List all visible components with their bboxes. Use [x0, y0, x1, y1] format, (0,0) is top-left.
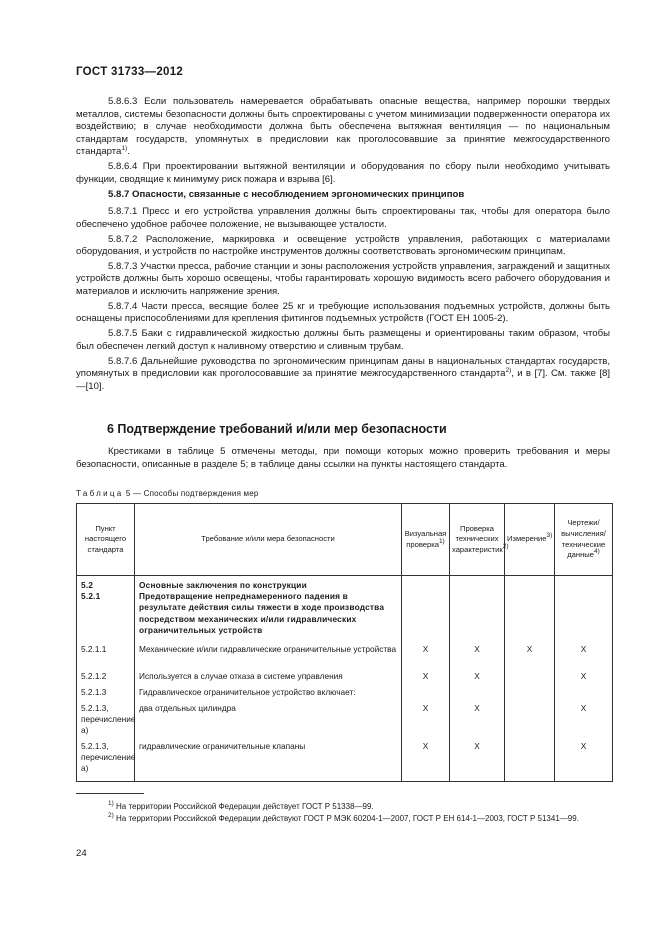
row-tech-mark: X: [450, 671, 505, 687]
footnote-ref-2: 2): [505, 367, 512, 375]
table-row: [77, 741, 613, 782]
row-clause: 5.2.1.2: [77, 671, 135, 687]
footnote-1: $^{1)}$ На территории Российской Федерации действует ГОСТ Р 51338—99.: [108, 800, 374, 811]
row-requirement: Основные заключения по конструкции Предотвращение непреднамеренного падения в результате действия силы тяжести в ходе производства посредством механических и/или гидравлических ограничительных устройств: [135, 576, 402, 639]
row-visual-mark: X: [402, 741, 450, 782]
verification-table: [76, 503, 613, 782]
table-row: [77, 671, 613, 687]
row-tech-mark: X: [450, 644, 505, 671]
row-requirement: гидравлические ограничительные клапаны: [135, 741, 402, 782]
footnote-2: $^{2)}$ На территории Российской Федерации действуют ГОСТ Р МЭК 60204-1—2007, ГОСТ Р ЕН 614-1—2003, ГОСТ Р 51341—99.: [108, 812, 579, 824]
paragraph-5-8-7-6: 5.8.7.6 Дальнейшие руководства по эргономическим принципам даны в национальных стандартах государств, упомянутых в предисловии как проголосовавшие за принятие межгосударственного стандарта$^{2)}$, и в [7]. См. также [8]—[10].: [76, 355, 610, 392]
footnote-ref-1: 1): [121, 145, 128, 153]
row-requirement: Механические и/или гидравлические ограничительные устройства: [135, 644, 402, 671]
footnote-divider: [76, 793, 144, 794]
paragraph-5-8-7-4: 5.8.7.4 Части пресса, весящие более 25 кг и требующие использования подъемных устройств, должны быть оснащены приспособлениями для крепления фитингов подъемных устройств (ГОСТ ЕН 1005-2).: [76, 300, 610, 325]
row-drawings-mark: X: [555, 644, 613, 671]
row-clause: 5.2.1.3, перечисление а): [77, 703, 135, 741]
row-tech-mark: X: [450, 703, 505, 741]
row-measure-mark: [505, 671, 555, 687]
paragraph-5-8-7-3: 5.8.7.3 Участки пресса, рабочие станции и зоны расположения устройств управления, заграждений и защитных устройств должны быть хорошо освещены, чтобы гарантировать хорошую видимость всего рабочего оборудования и материалов и исключить напряжение зрения.: [76, 260, 610, 298]
section-6-intro: Крестиками в таблице 5 отмечены методы, при помощи которых можно проверить требования и меры безопасности, описанные в разделе 5; в таблице даны ссылки на пункты настоящего стандарта.: [76, 446, 610, 470]
row-visual-mark: X: [402, 703, 450, 741]
table-row: [77, 576, 613, 639]
row-drawings-mark: [555, 687, 613, 703]
row-measure-mark: [505, 687, 555, 703]
row-drawings-mark: [555, 576, 613, 639]
paragraph-5-8-7-1: 5.8.7.1 Пресс и его устройства управления должны быть спроектированы так, чтобы для оператора было обеспечено удобное рабочее положение, не вызывающее усталости.: [76, 206, 610, 230]
row-visual-mark: X: [402, 644, 450, 671]
row-drawings-mark: X: [555, 671, 613, 687]
table-caption: Таблица 5 — Способы подтверждения мер: [76, 489, 259, 498]
row-tech-mark: X: [450, 741, 505, 782]
row-visual-mark: [402, 687, 450, 703]
row-tech-mark: [450, 576, 505, 639]
document-header: ГОСТ 31733—2012: [76, 66, 184, 78]
table-row: [77, 687, 613, 703]
paragraph-5-8-7-2: 5.8.7.2 Расположение, маркировка и освещение устройств управления, работающих с материалами оборудования, и устройств по настройке инструментов должны соответствовать эргономическим принципам.: [76, 233, 610, 258]
header-requirement: Требование и/или мера безопасности: [135, 504, 402, 576]
row-requirement: Гидравлическое ограничительное устройство включает:: [135, 687, 402, 703]
row-measure-mark: X: [505, 644, 555, 671]
row-tech-mark: [450, 687, 505, 703]
subheading-5-8-7: 5.8.7 Опасности, связанные с несоблюдением эргономических принципов: [108, 188, 465, 200]
paragraph-5-8-6-3: 5.8.6.3 Если пользователь намеревается обрабатывать опасные вещества, например порошки твердых металлов, системы безопасности должны быть спроектированы с учетом минимизации подверженности оператора их воздействию; в случае необходимости должна быть обеспечена вытяжная вентиляция — по национальным стандартам государств, упомянутых в предисловии как проголосовавшие за принятие межгосударственного стандарта$^{1)}$.: [76, 96, 610, 158]
header-visual: Визуальная проверка$^{1)}$: [402, 504, 450, 576]
paragraph-5-8-7-5: 5.8.7.5 Баки с гидравлической жидкостью должны быть размещены и ориентированы таким образом, чтобы был обеспечен легкий доступ к наливному отверстию и сливным трубам.: [76, 328, 610, 352]
row-clause: 5.2 5.2.1: [77, 576, 135, 639]
row-clause: 5.2.1.1: [77, 644, 135, 671]
row-clause: 5.2.1.3: [77, 687, 135, 703]
row-measure-mark: [505, 741, 555, 782]
row-requirement: Используется в случае отказа в системе управления: [135, 671, 402, 687]
row-measure-mark: [505, 703, 555, 741]
table-row: [77, 703, 613, 741]
row-visual-mark: X: [402, 671, 450, 687]
row-drawings-mark: X: [555, 741, 613, 782]
footnotes: [76, 801, 610, 826]
row-clause: 5.2.1.3, перечисление а): [77, 741, 135, 782]
page-number: 24: [76, 848, 87, 859]
header-measurement: Измерение$^{3)}$: [505, 504, 555, 576]
row-measure-mark: [505, 576, 555, 639]
table-row: [77, 644, 613, 671]
row-drawings-mark: X: [555, 703, 613, 741]
paragraph-5-8-6-4: 5.8.6.4 При проектировании вытяжной вентиляции и оборудования по сбору пыли необходимо учитывать функции, сводящие к минимуму риск пожара и взрыва [6].: [76, 161, 610, 185]
header-drawings: Чертежи/вычисления/технические данные$^{4)}$: [555, 504, 613, 576]
row-visual-mark: [402, 576, 450, 639]
table-header-row: [77, 504, 613, 576]
section-6-title: 6 Подтверждение требований и/или мер безопасности: [107, 422, 447, 436]
header-tech-check: Проверка технических характеристик$^{2)}$: [450, 504, 505, 576]
section-5-8-text: [76, 96, 610, 396]
row-requirement: два отдельных цилиндра: [135, 703, 402, 741]
header-clause: Пункт настоящего стандарта: [77, 504, 135, 576]
